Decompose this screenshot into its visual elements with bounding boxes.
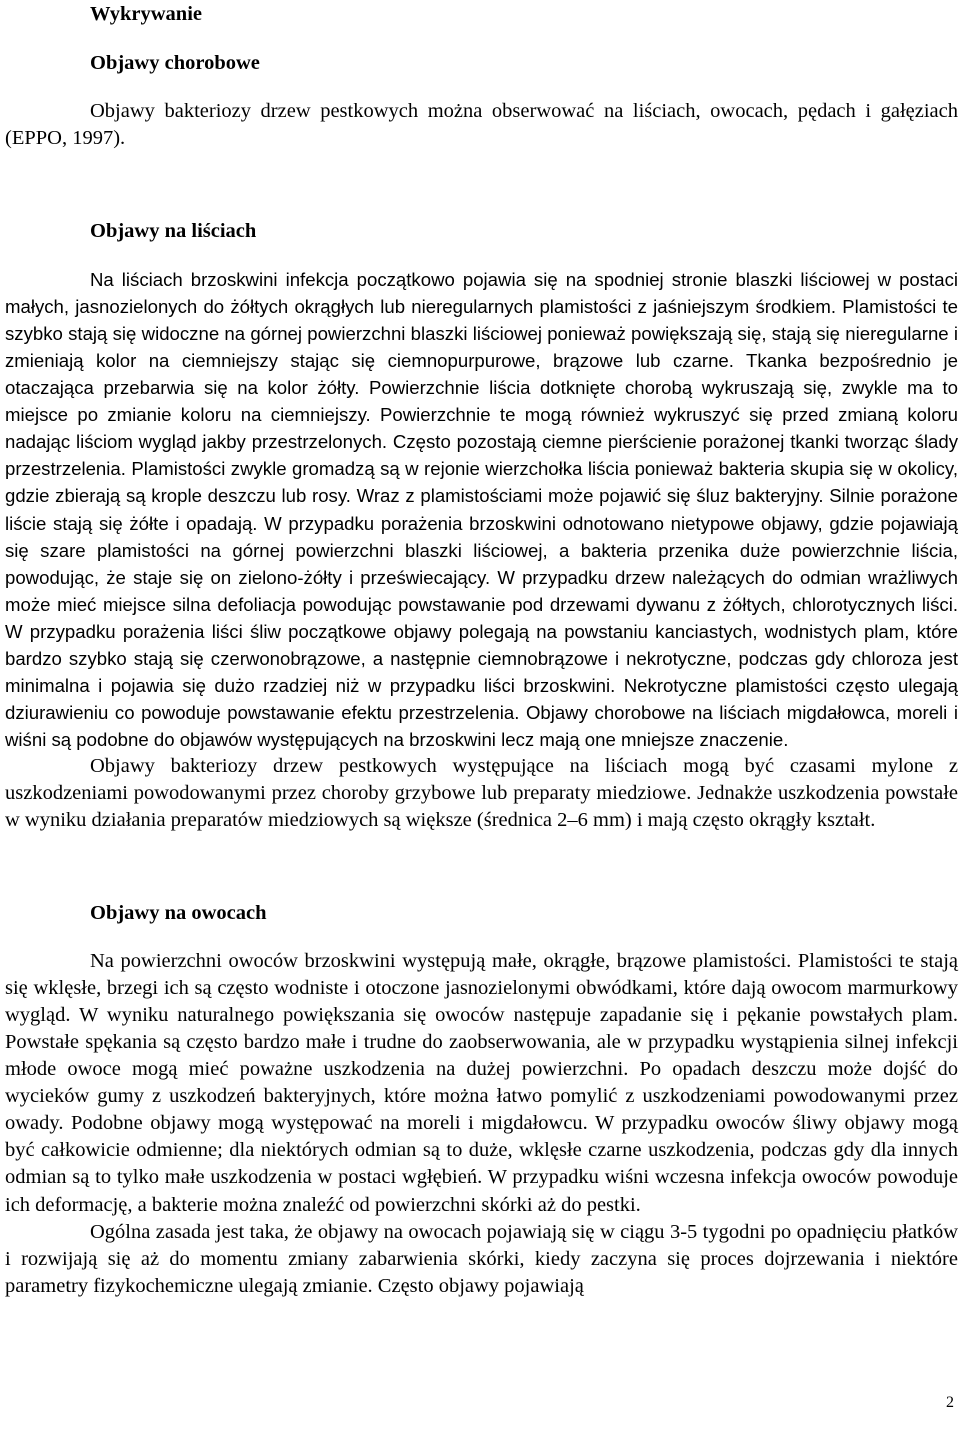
leaf-symptoms-paragraph-2: Objawy bakteriozy drzew pestkowych występujące na liściach mogą być czasami mylone z uszkodzeniami powodowanymi przez choroby grzybowe lub preparaty miedziowe. Jednakże uszkodzenia powstałe w wyniku działania preparatów miedziowych są większe (średnica 2–6 mm) i mają często okrągły kształt. — [5, 754, 958, 832]
subsection-title-symptoms: Objawy chorobowe — [90, 52, 260, 74]
page-number: 2 — [946, 1394, 954, 1411]
heading-fruit-symptoms: Objawy na owocach — [90, 902, 267, 925]
intro-paragraph: Objawy bakteriozy drzew pestkowych można obserwować na liściach, owocach, pędach i gałęziach (EPPO, 1997). — [5, 100, 958, 150]
heading-leaf-symptoms: Objawy na liściach — [90, 220, 257, 243]
section-title: Wykrywanie — [90, 3, 202, 25]
fruit-symptoms-paragraph-1: Na powierzchni owoców brzoskwini występują małe, okrągłe, brązowe plamistości. Plamistości te stają się wklęsłe, brzegi ich są często wodniste i otoczone jasnozielonymi obwódkami, które dają owocom marmurkowy wygląd. W wyniku naturalnego powiększania się owoców następuje zapadanie się i pękanie powstałych plam. Powstałe spękania są często bardzo małe i trudne do zaobserwowania, ale w przypadku wystąpienia silnej infekcji młode owoce mogą mieć poważne uszkodzenia na dużej powierzchni. Po opadach deszczu może dojść do wycieków gumy z uszkodzeń bakteryjnych, które można łatwo pomylić z uszkodzeniami powodowanymi przez owady. Podobne objawy mogą występować na moreli i migdałowcu. W przypadku owoców śliwy objawy mogą być całkowicie odmienne; dla niektórych odmian są to duże, wklęsłe czarne uszkodzenia, podczas gdy dla innych odmian są to tylko małe uszkodzenia w postaci wgłębień. W przypadku wiśni wczesna infekcja owoców powoduje ich deformację, a bakterie można znaleźć od powierzchni skórki aż do pestki. — [5, 950, 958, 1216]
fruit-symptoms-paragraph-2: Ogólna zasada jest taka, że objawy na owocach pojawiają się w ciągu 3-5 tygodni po opadnięciu płatków i rozwijają się aż do momentu zmiany zabarwienia skórki, kiedy zaczyna się proces dojrzewania i niektóre parametry fizykochemiczne ulegają zmianie. Często objawy pojawiają — [5, 1220, 958, 1297]
document-page — [5, 0, 958, 1440]
leaf-symptoms-paragraph-1: Na liściach brzoskwini infekcja początkowo pojawia się na spodniej stronie blaszki liściowej w postaci małych, jasnozielonych do żółtych okrągłych lub nieregularnych plamistości z jaśniejszym środkiem. Plamistości te szybko stają się widoczne na górnej powierzchni blaszki liściowej ponieważ powiększają się, stają się nieregularne i zmieniają kolor na ciemniejszy stając się ciemnopurpurowe, brązowe lub czarne. Tkanka bezpośrednio je otaczająca przebarwia się na kolor żółty. Powierzchnie liścia dotknięte chorobą wykruszają się, zwykle ma to miejsce po zmianie koloru na ciemniejszy. Powierzchnie te mogą również wykruszyć się przed zmianą koloru nadając liściom wygląd jakby przestrzelonych. Często pozostają ciemne pierścienie porażonej tkanki tworząc ślady przestrzelenia. Plamistości zwykle gromadzą są w rejonie wierzchołka liścia ponieważ bakteria skupia się w okolicy, gdzie zbierają są krople deszczu lub rosy. Wraz z plamistościami może pojawić się śluz bakteryjny. Silnie porażone liście stają się żółte i opadają. W przypadku porażenia brzoskwini odnotowano nietypowe objawy, gdzie pojawiają się szare plamistości na górnej powierzchni blaszki liściowej, a bakteria przenika duże powierzchnie liścia, powodując, że staje się on zielono-żółty i przeświecający. W przypadku drzew należących do odmian wrażliwych może mieć miejsce silna defoliacja powodując powstawanie pod drzewami dywanu z żółtych, chlorotycznych liści. W przypadku porażenia liści śliw początkowe objawy polegają na powstaniu kanciastych, wodnistych plam, które bardzo szybko stają się czerwonobrązowe, a następnie ciemnobrązowe i nekrotyczne, podczas gdy chloroza jest minimalna i pojawia się dużo rzadziej niż w przypadku liści brzoskwini. Nekrotyczne plamistości często ulegają dziurawieniu co powoduje powstawanie efektu przestrzelenia. Objawy chorobowe na liściach migdałowca, moreli i wiśni są podobne do objawów występujących na brzoskwini lecz mają one mniejsze znaczenie. — [5, 269, 958, 750]
